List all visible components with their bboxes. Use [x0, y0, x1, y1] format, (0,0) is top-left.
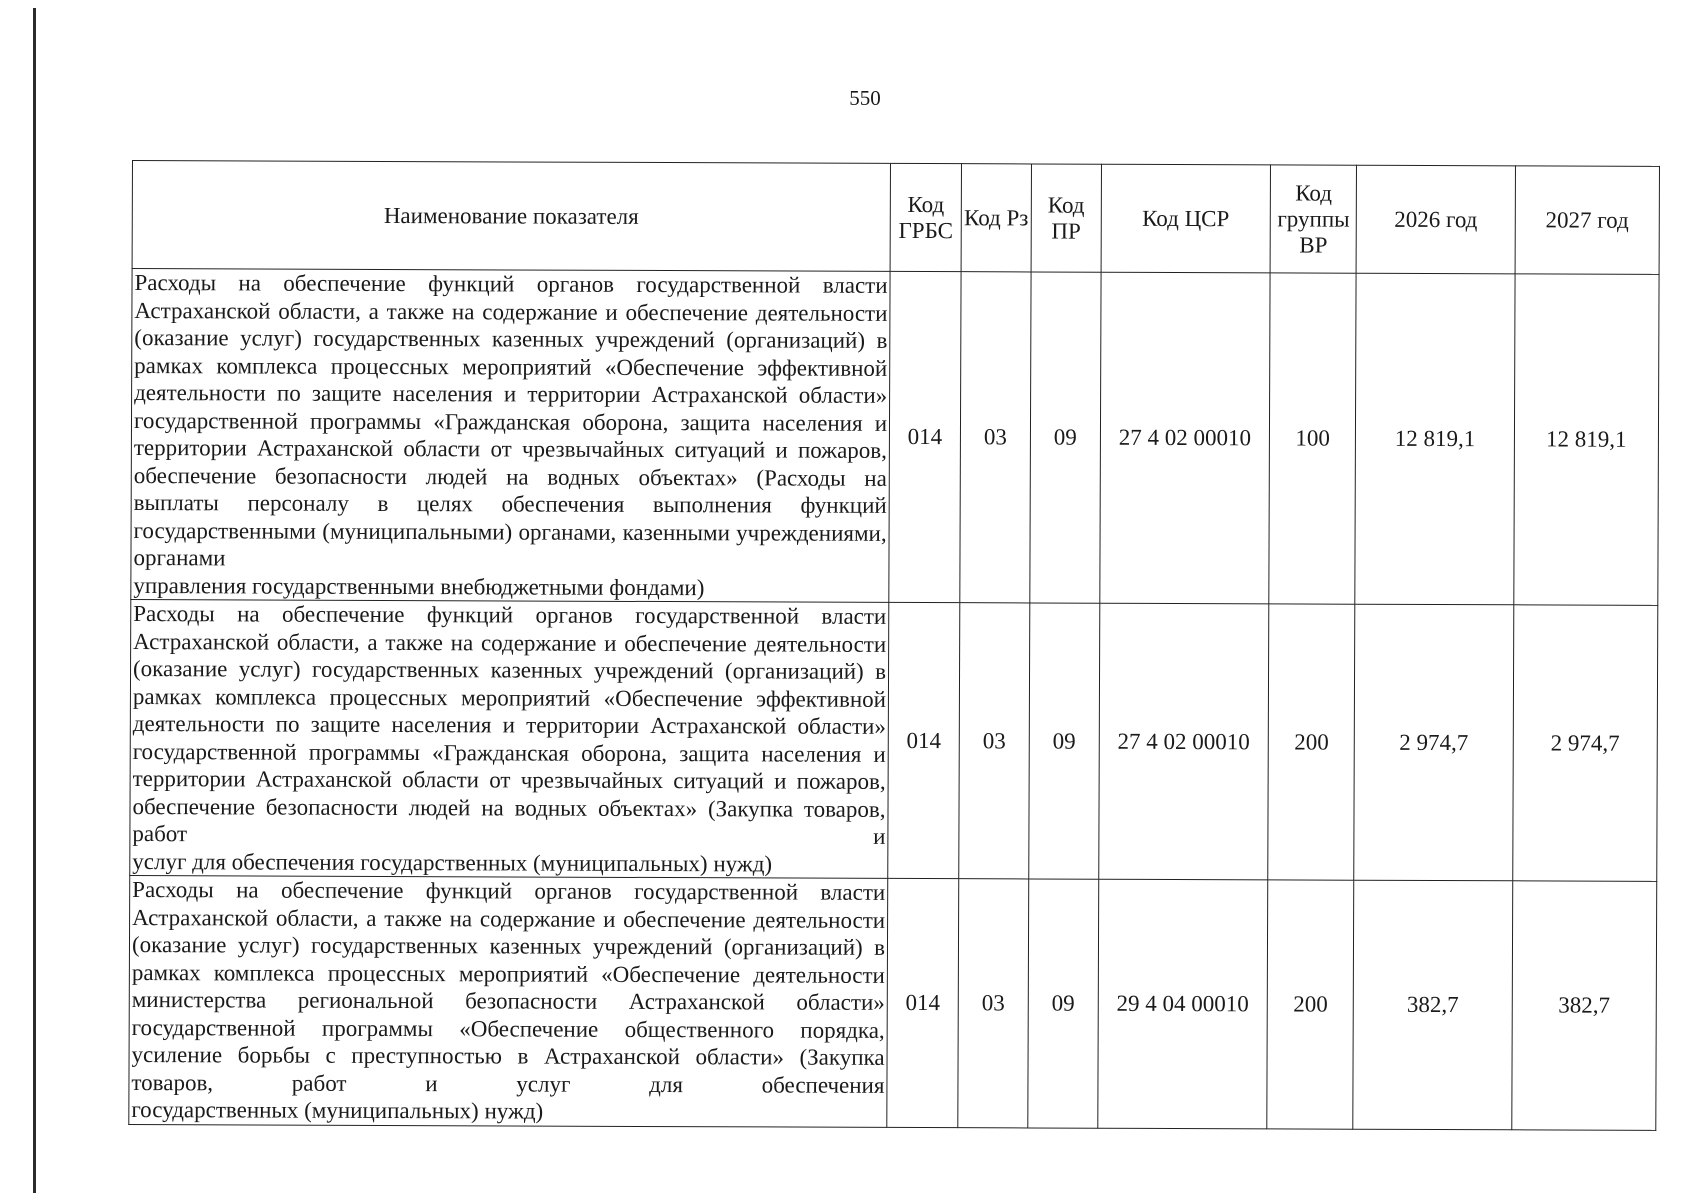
row-name-text: Расходы на обеспечение функций органов государственной власти: [132, 877, 886, 905]
row-name-text: персоналу в целях обеспечения выполнения функций государственными: [133, 490, 887, 544]
row-csr: 27 4 02 00010: [1100, 272, 1271, 604]
budget-table: [128, 160, 1660, 1130]
row-name-text: Расходы на обеспечение функций органов государственной власти: [134, 270, 888, 298]
row-csr: 29 4 04 00010: [1098, 879, 1268, 1128]
row-name-text: услуг для обеспечения государственных (муниципальных) нужд): [132, 848, 773, 876]
row-name-text: «Обеспечение эффективной деятельности по защите населения и: [134, 354, 888, 407]
row-name-text: Расходы на обеспечение функций органов государственной власти: [133, 601, 887, 629]
header-year-2026: 2026 год: [1356, 165, 1515, 274]
row-name-text: «Гражданская оборона, защита населения и территории Астраханской: [132, 739, 886, 793]
row-vr: 200: [1267, 880, 1354, 1129]
table-row: [131, 269, 1659, 606]
row-name-text: области от чрезвычайных ситуаций и пожаров, обеспечение: [132, 767, 886, 819]
row-name: [129, 875, 888, 1126]
header-rz: Код Рз: [961, 164, 1031, 272]
row-rz: 03: [959, 603, 1030, 879]
row-name-text: «Обеспечение эффективной деятельности по защите населения и: [132, 685, 887, 738]
row-amount-2027: 382,7: [1512, 881, 1657, 1130]
header-vr: Код группы ВР: [1270, 165, 1357, 273]
row-name-text: деятельности (оказание услуг) государственных казенных учреждений: [132, 630, 887, 684]
row-grbs: 014: [888, 602, 960, 878]
row-name-text: Астраханской области» государственной программы «Обеспечение: [131, 988, 885, 1042]
row-pr: 09: [1029, 603, 1100, 879]
row-name-text: (организаций) в рамках комплекса процессных мероприятий: [131, 934, 886, 987]
binding-margin-line: [33, 8, 36, 1193]
row-name-text: управления государственными внебюджетными фондами): [133, 572, 705, 600]
row-amount-2027: 12 819,1: [1514, 274, 1660, 606]
header-grbs: Код ГРБС: [890, 163, 961, 271]
table-row: [130, 599, 1658, 881]
row-name-text: государственных (муниципальных) нужд): [131, 1097, 544, 1124]
row-csr: 27 4 02 00010: [1099, 603, 1269, 880]
row-name-text: безопасности людей на водных объектах» (Расходы на выплаты: [133, 463, 887, 516]
row-name-text: Астраханской области, а также на содержание и обеспечение: [134, 297, 749, 325]
page-number: 550: [849, 86, 881, 110]
row-name-text: деятельности (оказание услуг) государственных казенных учреждений: [134, 299, 888, 353]
row-rz: 03: [960, 272, 1031, 603]
row-name-text: Астраханской области, а также на содержание и обеспечение: [132, 904, 746, 932]
row-name-text: Астраханской области» (Закупка товаров, работ и услуг для обеспечения: [131, 1043, 885, 1098]
row-name-text: общественного порядка, усиление борьбы с преступностью в: [131, 1016, 885, 1069]
header-name: Наименование показателя: [132, 161, 890, 272]
header-csr: Код ЦСР: [1101, 164, 1271, 273]
row-amount-2026: 2 974,7: [1354, 604, 1513, 881]
row-name-text: территории Астраханской области» государственной программы: [132, 712, 886, 765]
row-name-text: области от чрезвычайных ситуаций и пожаров, обеспечение: [133, 436, 887, 488]
row-name-text: (организаций) в рамках комплекса процессных мероприятий: [132, 658, 887, 711]
row-grbs: 014: [889, 271, 961, 602]
row-name-text: безопасности людей на водных объектах» (Закупка товаров, работ и: [132, 794, 886, 849]
row-vr: 100: [1269, 273, 1357, 604]
row-name-text: «Гражданская оборона, защита населения и территории Астраханской: [133, 408, 888, 462]
row-amount-2027: 2 974,7: [1512, 605, 1657, 882]
header-row: [132, 161, 1659, 275]
row-name-text: деятельности (оказание услуг) государственных казенных учреждений: [131, 906, 886, 960]
row-name: [130, 599, 889, 878]
row-name-text: Астраханской области, а также на содержание и обеспечение: [133, 628, 747, 656]
table-row: [129, 875, 1657, 1129]
row-name-text: (муниципальными) органами, казенными учреждениями, органами: [133, 518, 887, 571]
row-pr: 09: [1028, 879, 1099, 1128]
row-pr: 09: [1030, 272, 1101, 603]
header-year-2027: 2027 год: [1515, 166, 1660, 275]
row-grbs: 014: [887, 878, 959, 1127]
row-rz: 03: [958, 879, 1029, 1128]
row-amount-2026: 12 819,1: [1355, 273, 1515, 605]
row-name: [131, 269, 890, 603]
row-vr: 200: [1268, 604, 1355, 880]
row-name-text: «Обеспечение деятельности министерства региональной безопасности: [131, 961, 885, 1014]
row-name-text: территории Астраханской области» государственной программы: [133, 381, 888, 434]
row-name-text: (организаций) в рамках комплекса процессных мероприятий: [134, 327, 888, 380]
row-amount-2026: 382,7: [1353, 880, 1512, 1129]
header-pr: Код ПР: [1031, 164, 1101, 272]
